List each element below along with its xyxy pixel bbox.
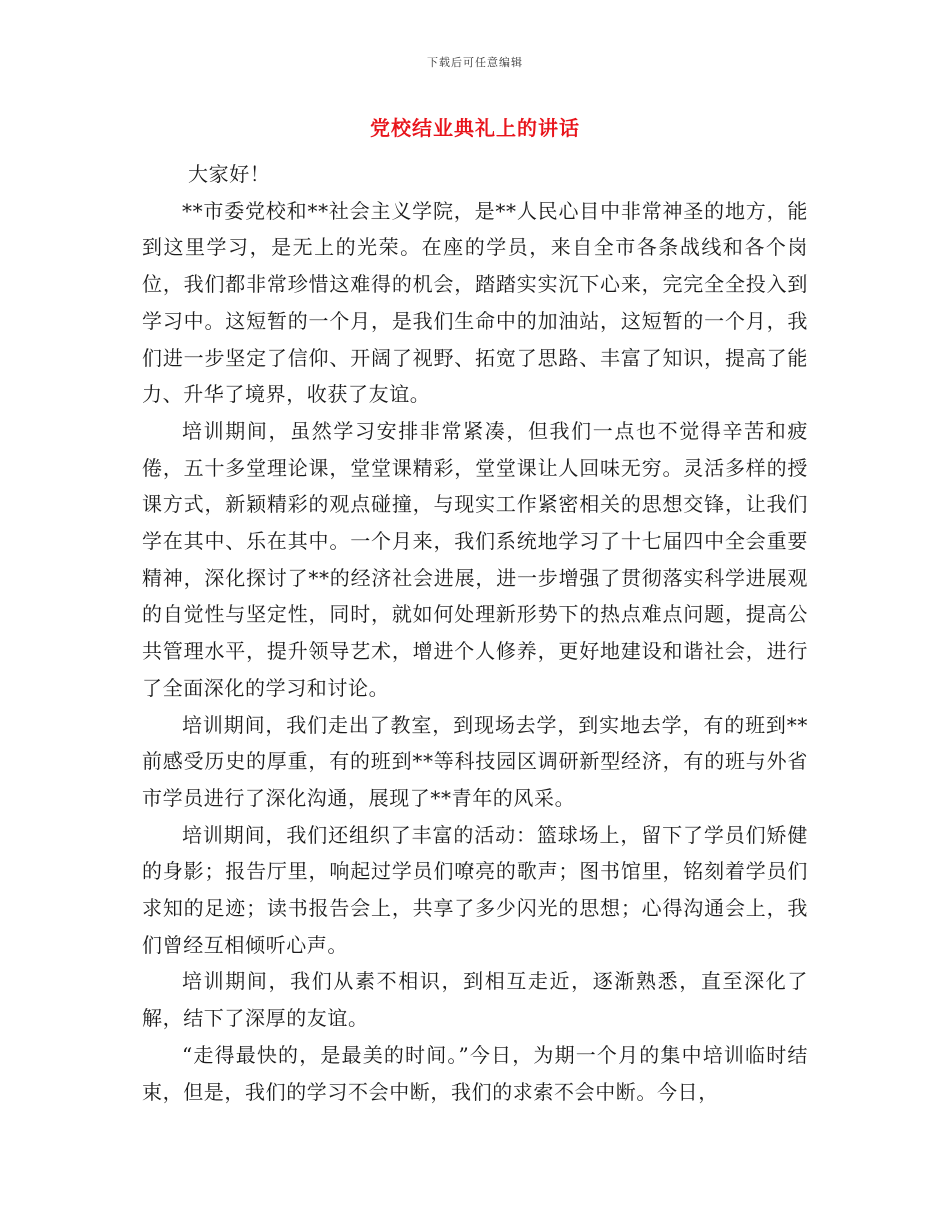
body-paragraph: “走得最快的，是最美的时间。”今日，为期一个月的集中培训临时结束，但是，我们的学习不会中断，我们的求索不会中断。今日， — [142, 1042, 808, 1104]
greeting-paragraph: 大家好！ — [188, 162, 271, 186]
body-paragraph: **市委党校和**社会主义学院，是**人民心目中非常神圣的地方，能到这里学习，是无上的光荣。在座的学员，来自全市各条战线和各个岗位，我们都非常珍惜这难得的机会，踏踏实实沉下心来，完完全全投入到学习中。这短暂的一个月，是我们生命中的加油站，这短暂的一个月，我们进一步坚定了信仰、开阔了视野、拓宽了思路、丰富了知识，提高了能力、升华了境界，收获了友谊。 — [142, 198, 808, 407]
body-paragraph: 培训期间，我们从素不相识，到相互走近，逐渐熟悉，直至深化了解，结下了深厚的友谊。 — [142, 969, 808, 1031]
document-title: 党校结业典礼上的讲话 — [370, 116, 580, 140]
body-paragraph: 培训期间，虽然学习安排非常紧凑，但我们一点也不觉得辛苦和疲倦，五十多堂理论课，堂堂课精彩，堂堂课让人回味无穷。灵活多样的授课方式，新颖精彩的观点碰撞，与现实工作紧密相关的思想交锋，让我们学在其中、乐在其中。一个月来，我们系统地学习了十七届四中全会重要精神，深化探讨了**的经济社会进展，进一步增强了贯彻落实科学进展观的自觉性与坚定性，同时，就如何处理新形势下的热点难点问题，提高公共管理水平，提升领导艺术，增进个人修养，更好地建设和谐社会，进行了全面深化的学习和讨论。 — [142, 418, 808, 700]
body-paragraph: 培训期间，我们还组织了丰富的活动：篮球场上，留下了学员们矫健的身影；报告厅里，响起过学员们嘹亮的歌声；图书馆里，铭刻着学员们求知的足迹；读书报告会上，共享了多少闪光的思想；心得沟通会上，我们曾经互相倾听心声。 — [142, 822, 808, 957]
header-note: 下载后可任意编辑 — [427, 56, 523, 69]
document-body — [142, 156, 808, 1110]
body-paragraph: 培训期间，我们走出了教室，到现场去学，到实地去学，有的班到**前感受历史的厚重，有的班到**等科技园区调研新型经济，有的班与外省市学员进行了深化沟通，展现了**青年的风采。 — [142, 712, 808, 810]
